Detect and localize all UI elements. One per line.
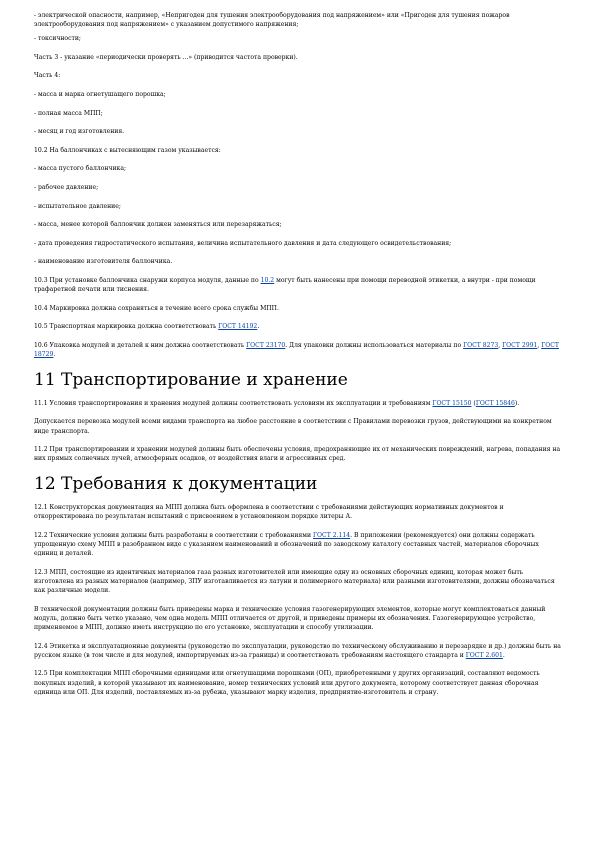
reference-link[interactable]: ГОСТ 18729 [34,341,559,359]
paragraph-text: 10.6 Упаковка модулей и деталей к ним должна соответствовать [34,341,247,349]
section-heading: 12 Требования к документации [34,473,318,494]
paragraph [34,53,561,62]
paragraph-text: 12.4 Этикетка и эксплуатационные документы (руководство по эксплуатации, руководство по техническому обслуживанию и перезарядке и др.) должны быть на русском языке (в том числе и для модулей, импортируемых из-за границы) и соответствовать требованиям настоящего стандарта и [34,642,561,659]
paragraph-text: - токсичности; [34,35,81,43]
paragraph [34,642,561,660]
reference-link[interactable]: ГОСТ 2991 [502,341,538,349]
paragraph [34,90,561,99]
paragraph-text: . [502,651,505,659]
paragraph [34,568,561,596]
section-heading: 11 Транспортирование и хранение [34,369,348,390]
paragraph-text: 12.2 Технические условия должны быть разработаны в соответствии с требованиями [34,531,313,539]
paragraph [34,257,561,266]
paragraph [34,669,561,697]
paragraph-text: - масса и марка огнетушащего порошка; [34,90,166,98]
paragraph [34,11,561,29]
reference-link[interactable]: ГОСТ 2.601 [465,651,503,659]
paragraph [34,605,561,633]
paragraph [34,220,561,229]
reference-link[interactable]: ГОСТ 2.114 [313,531,351,539]
paragraph [34,304,561,313]
paragraph-text: - месяц и год изготовления. [34,128,125,136]
reference-link[interactable]: ГОСТ 23170 [246,341,286,349]
paragraph-text: - полная масса МПП; [34,109,103,117]
paragraph-text: 11.2 При транспортировании и хранении модулей должны быть обеспечены условия, предохраняющие их от механических повреждений, нагрева, попадания на них прямых солнечных лучей, атмосферных осадков, от воздействия влаги и агрессивных сред. [34,446,561,463]
paragraph [34,399,561,408]
paragraph [34,341,561,359]
paragraph [34,202,561,211]
paragraph-text: - масса, менее которой баллончик должен заменяться или перезаряжаться; [34,221,282,229]
paragraph-text: Часть 3 - указание «периодически проверять ...» (приводится частота проверки). [34,53,298,61]
paragraph-text: - дата проведения гидростатического испытания, величина испытательного давления и дата следующего освидетельствования; [34,239,452,247]
paragraph-text: - наименование изготовителя баллончика. [34,258,173,266]
paragraph [34,146,561,155]
paragraph-text: 10.5 Транспортная маркировка должна соответствовать [34,323,219,331]
paragraph [34,531,561,559]
paragraph-text: . [53,351,56,359]
paragraph-text: , [537,341,542,349]
paragraph-text: 12.1 Конструкторская документация на МПП должна быть оформлена в соответствии с требованиями действующих нормативных документов и откорректирована по результатам испытаний с присвоением в установленном порядке литеры А. [34,503,504,521]
paragraph-text: 10.3 При установке баллончика снаружи корпуса модуля, данные по [34,276,261,284]
reference-link[interactable]: ГОСТ 15846 [475,399,515,407]
paragraph-text: - масса пустого баллончика; [34,165,127,173]
paragraph-text: ). [514,399,520,407]
paragraph [34,164,561,173]
paragraph-text: 12.3 МПП, состоящие из идентичных материалов газа разных изготовителей или имеющие одну из основных сборочных единиц, которая может быть изготовлена из разных материалов (например, ЗПУ изготавливается из латуни и полимерного материала) или разными изготовителями, должны обозначаться как различные модели. [34,568,555,595]
paragraph-text: , [498,341,503,349]
paragraph-text: 10.2 На баллончиках с вытесняющим газом указывается: [34,146,221,154]
paragraph-text: - испытательное давление; [34,202,121,210]
paragraph-text: В технической документации должны быть приведены марка и технические условия газогенерирующих элементов, которые могут комплектоваться данный модуль, должно быть четко указано, чем одна модель МПП отличается от другой, и приведены примеры их обозначения. Газогенерирующее устройство, применяемое в МПП, должно иметь инструкцию по его установке, эксплуатации и способу утилизации. [34,605,546,632]
paragraph-text: могут быть нанесены при помощи переводной этикетки, а внутри - при помощи трафаретной печати или тиснения. [34,276,536,294]
paragraph-text: - рабочее давление; [34,183,99,191]
paragraph [34,109,561,118]
paragraph-text: 10.4 Маркировка должна сохраняться в течение всего срока службы МПП. [34,304,279,312]
paragraph [34,183,561,192]
paragraph-text: . [257,323,260,331]
paragraph-text: 11.1 Условия транспортирования и хранения модулей должны соответствовать условиям их эксплуатации и требованиям [34,399,433,407]
reference-link[interactable]: ГОСТ 8273 [463,341,499,349]
paragraph-text: . Для упаковки должны использоваться материалы по [285,341,464,349]
paragraph-text: . В приложении (рекомендуется) они должны содержать упрощенную схему МПП в разобранном виде с указанием наименований и обозначений по заводскому каталогу составных частей, материалов сборочных единиц и деталей. [34,531,539,558]
paragraph-text: Часть 4: [34,72,61,80]
paragraph [34,322,561,331]
paragraph [34,503,561,521]
paragraph-text: 12.5 При комплектации МПП сборочными единицами или огнетушащими порошками (ОП), приобретенными у других организаций, составляют ведомость покупных изделий, в которой указывают их наименование, номер технических условий или другого документа, которому соответствует данная сборочная единица или ОП. Для изделий, поставляемых из-за рубежа, указывают марку изделия, предприятие-изготовитель и страну. [34,670,540,696]
reference-link[interactable]: ГОСТ 15150 [432,399,472,407]
paragraph [34,34,561,43]
paragraph [34,71,561,80]
paragraph-text: ( [471,399,476,407]
paragraph [34,417,561,435]
paragraph [34,276,561,294]
paragraph [34,239,561,248]
paragraph [34,127,561,136]
paragraph [34,445,561,463]
paragraph-text: Допускается перевозка модулей всеми видами транспорта на любое расстояние в соответствии с Правилами перевозки грузов, действующими на конкретном виде транспорта. [34,418,552,435]
reference-link[interactable]: 10.2 [260,276,275,284]
reference-link[interactable]: ГОСТ 14192 [218,323,258,331]
paragraph-text: - электрической опасности, например, «Непригоден для тушения электрооборудования под напряжением» или «Пригоден для тушения пожаров электрооборудования под напряжением» с указанием допустимого напряжения; [34,12,510,29]
